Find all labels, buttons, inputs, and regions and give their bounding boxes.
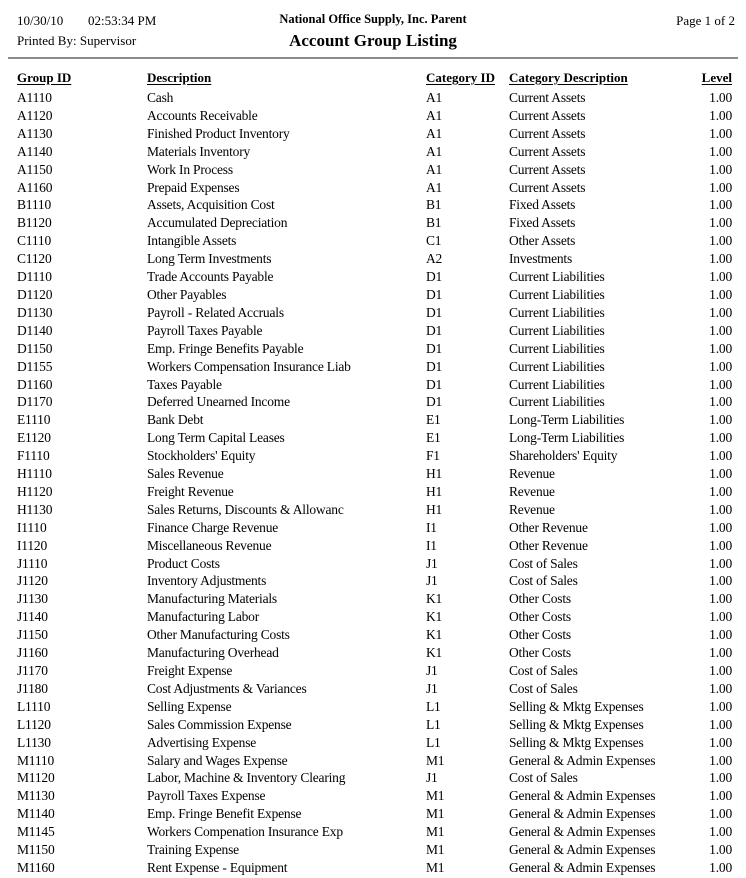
- cell-level: 1.00: [709, 161, 732, 177]
- cell-group-id: D1120: [17, 286, 53, 302]
- cell-category-id: D1: [426, 322, 443, 338]
- column-header-level: Level: [701, 70, 732, 85]
- cell-level: 1.00: [709, 645, 732, 661]
- cell-category-id: E1: [426, 430, 441, 446]
- table-row: [17, 572, 736, 590]
- cell-level: 1.00: [709, 269, 732, 285]
- cell-level: 1.00: [709, 519, 732, 535]
- cell-level: 1.00: [709, 609, 732, 625]
- cell-description: Sales Commission Expense: [147, 716, 292, 732]
- cell-level: 1.00: [709, 251, 732, 267]
- cell-group-id: J1170: [17, 663, 48, 678]
- cell-category-description: General & Admin Expenses: [509, 842, 656, 858]
- cell-description: Deferred Unearned Income: [147, 394, 290, 410]
- cell-category-id: M1: [426, 824, 445, 840]
- cell-category-description: Other Costs: [509, 609, 571, 625]
- cell-group-id: A1110: [17, 90, 52, 105]
- cell-category-description: Cost of Sales: [509, 555, 578, 571]
- cell-level: 1.00: [709, 90, 732, 105]
- column-header-category-description: Category Description: [509, 70, 628, 85]
- cell-description: Advertising Expense: [147, 734, 257, 750]
- cell-level: 1.00: [709, 627, 732, 643]
- cell-category-id: A1: [426, 90, 443, 105]
- cell-category-description: Revenue: [509, 501, 555, 517]
- cell-category-id: B1: [426, 215, 442, 231]
- table-row: [17, 358, 736, 376]
- cell-category-description: Selling & Mktg Expenses: [509, 734, 644, 750]
- cell-category-id: J1: [426, 680, 438, 696]
- cell-category-description: Current Assets: [509, 90, 586, 105]
- cell-category-id: M1: [426, 788, 445, 804]
- column-header-description: Description: [147, 70, 212, 85]
- cell-group-id: D1155: [17, 358, 53, 374]
- cell-category-id: A1: [426, 143, 443, 159]
- cell-description: Miscellaneous Revenue: [147, 537, 272, 553]
- cell-category-description: Long-Term Liabilities: [509, 430, 625, 446]
- cell-group-id: I1110: [17, 519, 47, 535]
- table-row: [17, 107, 736, 125]
- cell-group-id: C1110: [17, 233, 52, 249]
- cell-category-description: Current Liabilities: [509, 322, 605, 338]
- cell-level: 1.00: [709, 752, 732, 768]
- cell-group-id: A1130: [17, 125, 53, 141]
- cell-level: 1.00: [709, 770, 732, 786]
- cell-description: Sales Returns, Discounts & Allowanc: [147, 501, 344, 517]
- table-row: [17, 196, 736, 214]
- table-body: [17, 89, 736, 877]
- cell-description: Training Expense: [147, 842, 239, 858]
- table-row: [17, 465, 736, 483]
- cell-category-description: Current Liabilities: [509, 376, 605, 392]
- cell-level: 1.00: [709, 340, 732, 356]
- cell-group-id: A1150: [17, 161, 53, 177]
- cell-category-description: Fixed Assets: [509, 197, 576, 213]
- cell-level: 1.00: [709, 555, 732, 571]
- table-row: [17, 161, 736, 179]
- cell-category-description: Other Costs: [509, 645, 571, 661]
- cell-category-description: Revenue: [509, 483, 555, 499]
- cell-group-id: A1120: [17, 107, 53, 123]
- cell-category-id: A1: [426, 161, 443, 177]
- report-time: 02:53:34 PM: [88, 13, 157, 28]
- cell-group-id: L1120: [17, 716, 51, 732]
- cell-description: Accounts Receivable: [147, 107, 258, 123]
- cell-group-id: L1110: [17, 698, 51, 714]
- cell-description: Sales Revenue: [147, 466, 224, 482]
- table-row: [17, 268, 736, 286]
- table-row: [17, 608, 736, 626]
- cell-description: Selling Expense: [147, 698, 232, 714]
- cell-category-id: A2: [426, 251, 443, 267]
- cell-category-id: D1: [426, 394, 443, 410]
- cell-category-id: L1: [426, 734, 441, 750]
- cell-group-id: F1110: [17, 448, 50, 464]
- table-row: [17, 393, 736, 411]
- table-row: [17, 841, 736, 859]
- table-row: [17, 716, 736, 734]
- cell-description: Manufacturing Overhead: [147, 645, 279, 661]
- table-row: [17, 680, 736, 698]
- cell-category-description: Current Assets: [509, 107, 586, 123]
- cell-group-id: E1120: [17, 430, 51, 446]
- cell-category-id: M1: [426, 842, 445, 858]
- cell-group-id: M1120: [17, 770, 55, 786]
- cell-category-id: L1: [426, 698, 441, 714]
- table-row: [17, 501, 736, 519]
- cell-level: 1.00: [709, 376, 732, 392]
- cell-description: Freight Revenue: [147, 483, 234, 499]
- cell-description: Work In Process: [147, 161, 233, 177]
- cell-level: 1.00: [709, 716, 732, 732]
- table-row: [17, 376, 736, 394]
- cell-category-description: Current Assets: [509, 161, 586, 177]
- cell-category-description: Revenue: [509, 466, 555, 482]
- table-row: [17, 519, 736, 537]
- cell-description: Cash: [147, 90, 174, 105]
- cell-description: Salary and Wages Expense: [147, 752, 288, 768]
- table-row: [17, 787, 736, 805]
- cell-description: Product Costs: [147, 555, 220, 571]
- cell-category-description: Selling & Mktg Expenses: [509, 716, 644, 732]
- cell-description: Assets, Acquisition Cost: [147, 197, 275, 213]
- header-divider: [8, 57, 738, 59]
- cell-group-id: J1160: [17, 645, 48, 661]
- cell-level: 1.00: [709, 448, 732, 464]
- cell-category-id: A1: [426, 107, 443, 123]
- cell-description: Cost Adjustments & Variances: [147, 680, 307, 696]
- cell-level: 1.00: [709, 125, 732, 141]
- table-row: [17, 143, 736, 161]
- cell-category-id: D1: [426, 269, 443, 285]
- cell-description: Payroll Taxes Payable: [147, 322, 263, 338]
- cell-group-id: B1120: [17, 215, 52, 231]
- cell-description: Freight Expense: [147, 663, 233, 678]
- report-header-center: [0, 12, 746, 50]
- cell-category-id: M1: [426, 806, 445, 822]
- cell-group-id: J1120: [17, 573, 48, 589]
- cell-category-id: J1: [426, 573, 438, 589]
- column-header-group-id: Group ID: [17, 70, 72, 85]
- cell-level: 1.00: [709, 358, 732, 374]
- cell-category-id: D1: [426, 304, 443, 320]
- table-header-row: [17, 68, 736, 89]
- cell-group-id: H1120: [17, 483, 53, 499]
- cell-group-id: H1130: [17, 501, 53, 517]
- cell-group-id: A1160: [17, 179, 53, 195]
- cell-category-description: Current Assets: [509, 143, 586, 159]
- cell-level: 1.00: [709, 322, 732, 338]
- cell-group-id: M1140: [17, 806, 55, 822]
- cell-group-id: D1160: [17, 376, 53, 392]
- report-title: Account Group Listing: [289, 31, 457, 50]
- cell-group-id: D1140: [17, 322, 53, 338]
- cell-level: 1.00: [709, 466, 732, 482]
- table-row: [17, 644, 736, 662]
- cell-category-description: Current Liabilities: [509, 340, 605, 356]
- cell-level: 1.00: [709, 286, 732, 302]
- cell-description: Rent Expense - Equipment: [147, 859, 288, 875]
- table-row: [17, 626, 736, 644]
- cell-description: Payroll - Related Accruals: [147, 304, 284, 320]
- cell-category-description: Other Costs: [509, 627, 571, 643]
- cell-description: Long Term Investments: [147, 251, 272, 267]
- cell-category-id: I1: [426, 537, 437, 553]
- cell-description: Taxes Payable: [147, 376, 222, 392]
- cell-category-description: General & Admin Expenses: [509, 752, 656, 768]
- cell-level: 1.00: [709, 304, 732, 320]
- cell-level: 1.00: [709, 233, 732, 249]
- cell-category-description: Other Costs: [509, 591, 571, 607]
- cell-category-id: I1: [426, 519, 437, 535]
- cell-category-description: Current Assets: [509, 179, 586, 195]
- cell-group-id: D1130: [17, 304, 53, 320]
- cell-category-id: J1: [426, 663, 438, 678]
- cell-description: Finished Product Inventory: [147, 125, 290, 141]
- cell-category-id: F1: [426, 448, 440, 464]
- cell-category-id: A1: [426, 125, 443, 141]
- cell-category-description: Cost of Sales: [509, 770, 578, 786]
- cell-category-description: Current Liabilities: [509, 304, 605, 320]
- cell-category-description: Cost of Sales: [509, 573, 578, 589]
- cell-description: Prepaid Expenses: [147, 179, 240, 195]
- cell-description: Stockholders' Equity: [147, 448, 256, 464]
- table-row: [17, 769, 736, 787]
- cell-category-id: B1: [426, 197, 442, 213]
- cell-description: Materials Inventory: [147, 143, 251, 159]
- cell-level: 1.00: [709, 663, 732, 678]
- table-row: [17, 662, 736, 680]
- cell-category-description: General & Admin Expenses: [509, 806, 656, 822]
- cell-description: Emp. Fringe Benefits Payable: [147, 340, 304, 356]
- cell-group-id: J1150: [17, 627, 48, 643]
- cell-description: Manufacturing Labor: [147, 609, 260, 625]
- cell-level: 1.00: [709, 806, 732, 822]
- table-row: [17, 447, 736, 465]
- company-name: National Office Supply, Inc. Parent: [279, 12, 467, 26]
- cell-level: 1.00: [709, 859, 732, 875]
- cell-group-id: M1145: [17, 824, 55, 840]
- cell-category-id: K1: [426, 591, 443, 607]
- cell-category-description: Cost of Sales: [509, 680, 578, 696]
- table-row: [17, 859, 736, 877]
- cell-category-id: C1: [426, 233, 442, 249]
- cell-category-id: K1: [426, 609, 443, 625]
- cell-group-id: J1180: [17, 680, 48, 696]
- table-row: [17, 89, 736, 107]
- cell-description: Other Manufacturing Costs: [147, 627, 290, 643]
- cell-category-id: H1: [426, 483, 443, 499]
- report-date: 10/30/10: [17, 13, 64, 28]
- cell-group-id: J1130: [17, 591, 48, 607]
- cell-category-id: D1: [426, 286, 443, 302]
- table-row: [17, 734, 736, 752]
- cell-category-id: A1: [426, 179, 443, 195]
- cell-category-id: M1: [426, 859, 445, 875]
- cell-description: Payroll Taxes Expense: [147, 788, 266, 804]
- cell-category-description: Current Liabilities: [509, 394, 605, 410]
- cell-level: 1.00: [709, 734, 732, 750]
- cell-description: Bank Debt: [147, 412, 204, 428]
- cell-level: 1.00: [709, 430, 732, 446]
- cell-category-id: D1: [426, 340, 443, 356]
- cell-category-id: M1: [426, 752, 445, 768]
- cell-description: Trade Accounts Payable: [147, 269, 274, 285]
- page-number: Page 1 of 2: [676, 13, 735, 28]
- cell-group-id: I1120: [17, 537, 47, 553]
- cell-level: 1.00: [709, 537, 732, 553]
- cell-description: Workers Compenation Insurance Exp: [147, 824, 343, 840]
- cell-description: Intangible Assets: [147, 233, 237, 249]
- cell-level: 1.00: [709, 215, 732, 231]
- cell-group-id: C1120: [17, 251, 52, 267]
- table-row: [17, 537, 736, 555]
- cell-description: Accumulated Depreciation: [147, 215, 288, 231]
- cell-group-id: M1130: [17, 788, 55, 804]
- cell-category-id: J1: [426, 770, 438, 786]
- cell-group-id: J1110: [17, 555, 48, 571]
- cell-group-id: M1110: [17, 752, 55, 768]
- table-row: [17, 698, 736, 716]
- table-row: [17, 411, 736, 429]
- table-row: [17, 322, 736, 340]
- cell-description: Manufacturing Materials: [147, 591, 277, 607]
- cell-group-id: H1110: [17, 466, 52, 482]
- cell-group-id: E1110: [17, 412, 51, 428]
- cell-group-id: D1150: [17, 340, 53, 356]
- table-row: [17, 752, 736, 770]
- cell-level: 1.00: [709, 501, 732, 517]
- cell-level: 1.00: [709, 394, 732, 410]
- cell-level: 1.00: [709, 680, 732, 696]
- account-group-table: [17, 68, 736, 877]
- cell-level: 1.00: [709, 179, 732, 195]
- column-header-category-id: Category ID: [426, 70, 495, 85]
- table-row: [17, 304, 736, 322]
- table-row: [17, 555, 736, 573]
- cell-category-id: D1: [426, 358, 443, 374]
- cell-category-id: L1: [426, 716, 441, 732]
- cell-category-description: Other Assets: [509, 233, 576, 249]
- cell-level: 1.00: [709, 788, 732, 804]
- cell-category-description: Current Liabilities: [509, 269, 605, 285]
- cell-category-description: Current Liabilities: [509, 286, 605, 302]
- table-row: [17, 250, 736, 268]
- cell-category-description: Other Revenue: [509, 519, 588, 535]
- table-row: [17, 232, 736, 250]
- cell-level: 1.00: [709, 698, 732, 714]
- cell-category-description: Cost of Sales: [509, 663, 578, 678]
- cell-level: 1.00: [709, 591, 732, 607]
- cell-category-id: E1: [426, 412, 441, 428]
- table-row: [17, 125, 736, 143]
- cell-level: 1.00: [709, 824, 732, 840]
- cell-level: 1.00: [709, 143, 732, 159]
- cell-description: Long Term Capital Leases: [147, 430, 285, 446]
- cell-group-id: D1170: [17, 394, 53, 410]
- cell-category-description: Other Revenue: [509, 537, 588, 553]
- cell-group-id: L1130: [17, 734, 51, 750]
- cell-group-id: A1140: [17, 143, 53, 159]
- cell-group-id: M1160: [17, 859, 55, 875]
- cell-group-id: B1110: [17, 197, 52, 213]
- cell-category-description: General & Admin Expenses: [509, 824, 656, 840]
- cell-category-description: Long-Term Liabilities: [509, 412, 625, 428]
- table-row: [17, 179, 736, 197]
- cell-category-description: Investments: [509, 251, 573, 267]
- cell-description: Labor, Machine & Inventory Clearing: [147, 770, 346, 786]
- table-row: [17, 429, 736, 447]
- table-row: [17, 590, 736, 608]
- table-row: [17, 286, 736, 304]
- cell-level: 1.00: [709, 107, 732, 123]
- cell-level: 1.00: [709, 197, 732, 213]
- cell-category-description: Fixed Assets: [509, 215, 576, 231]
- cell-level: 1.00: [709, 483, 732, 499]
- cell-description: Emp. Fringe Benefit Expense: [147, 806, 302, 822]
- cell-category-description: Selling & Mktg Expenses: [509, 698, 644, 714]
- cell-category-description: General & Admin Expenses: [509, 859, 656, 875]
- cell-description: Inventory Adjustments: [147, 573, 267, 589]
- cell-category-id: H1: [426, 466, 443, 482]
- cell-group-id: M1150: [17, 842, 55, 858]
- cell-description: Workers Compensation Insurance Liab: [147, 358, 351, 374]
- cell-group-id: J1140: [17, 609, 48, 625]
- cell-category-id: D1: [426, 376, 443, 392]
- table-row: [17, 805, 736, 823]
- table-row: [17, 340, 736, 358]
- table-row: [17, 483, 736, 501]
- table-row: [17, 214, 736, 232]
- cell-level: 1.00: [709, 412, 732, 428]
- cell-level: 1.00: [709, 573, 732, 589]
- cell-category-id: K1: [426, 627, 443, 643]
- cell-description: Finance Charge Revenue: [147, 519, 279, 535]
- cell-category-id: K1: [426, 645, 443, 661]
- cell-level: 1.00: [709, 842, 732, 858]
- cell-category-id: H1: [426, 501, 443, 517]
- cell-category-description: Current Assets: [509, 125, 586, 141]
- cell-category-description: Shareholders' Equity: [509, 448, 618, 464]
- cell-category-id: J1: [426, 555, 438, 571]
- cell-group-id: D1110: [17, 269, 52, 285]
- table-row: [17, 823, 736, 841]
- cell-description: Other Payables: [147, 286, 227, 302]
- cell-category-description: Current Liabilities: [509, 358, 605, 374]
- cell-category-description: General & Admin Expenses: [509, 788, 656, 804]
- printed-by-label: Printed By:: [17, 33, 77, 48]
- printed-by-value: Supervisor: [79, 33, 137, 48]
